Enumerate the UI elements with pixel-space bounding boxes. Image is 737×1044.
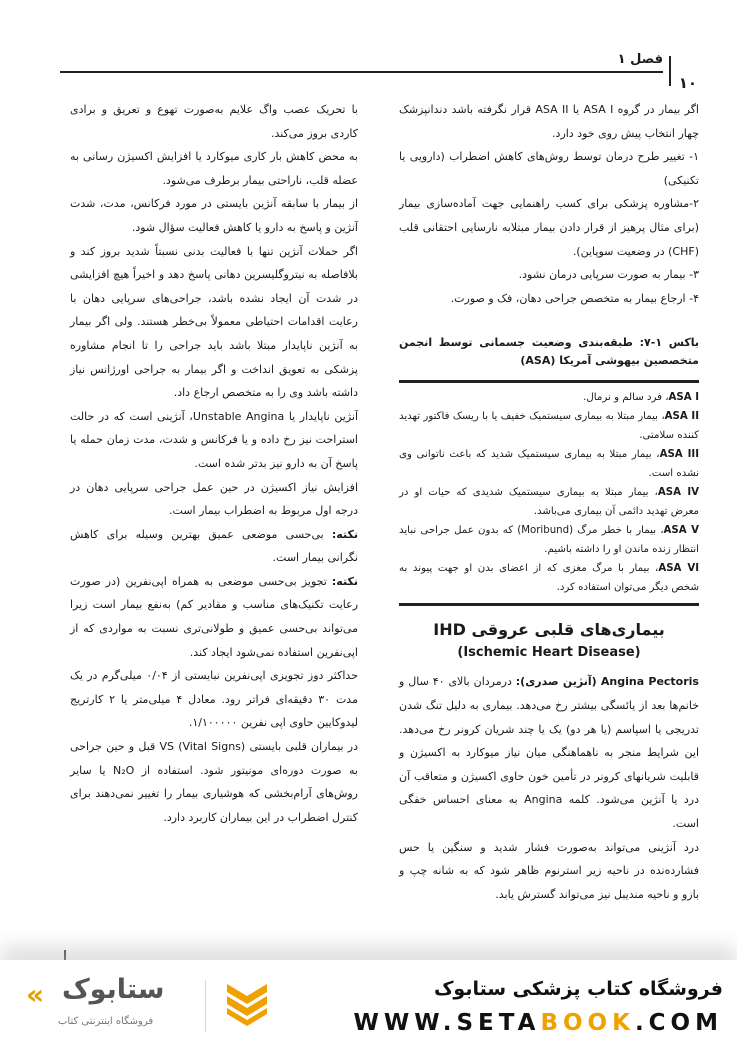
option-item: ۲-مشاوره پزشکی برای کسب راهنمایی جهت آماده‌سازی بیمار (برای مثال پرهیز از قرار دادن بیمار مبتلابه نارسایی احتقانی قلب (CHF) در وضعیت سوپاین).: [399, 197, 699, 258]
section-subtitle: (Ischemic Heart Disease): [457, 645, 641, 661]
box-item-tag: ASA V: [663, 525, 699, 537]
url-part: WWW.SETA: [353, 1010, 541, 1036]
section-title: بیماری‌های قلبی عروقی IHD: [433, 620, 665, 640]
paragraph: اگر حملات آنژین تنها با فعالیت بدنی نسبتاً شدید بروز کند و بلافاصله به نیتروگلیسرین دهانی پاسخ دهد و اخیراً هیچ افزایشی در شدت آن ایجاد نشده باشد، جراحی‌های سرپایی دهان با رعایت اقدامات احتیاطی معمولاً بی‌خطر هستند. ولی اگر بیمار به آنژین ناپایدار مبتلا باشد باید جراحی را تا انجام مشاوره پزشکی به تعویق انداخت و اگر بیمار به جراحی اورژانس نیاز داشته باشد وی را به متخصص ارجاع داد.: [70, 244, 358, 400]
shop-name: فروشگاه کتاب پزشکی ستابوک: [433, 978, 723, 1000]
paragraph: [399, 670, 699, 835]
chapter-label: فصل ۱: [617, 52, 663, 67]
paragraph: آنژین ناپایدار یا Unstable Angina، آنژینی است که در حالت استراحت نیز رخ داده و یا فرکانس و شدت، مدت زمان حمله یا پاسخ آن به دارو نیز بدتر شده است.: [70, 409, 359, 470]
column-end-rule: [64, 950, 66, 960]
box-item-text: ، بیمار با خطر مرگ (Moribund) که بدون عمل جراحی نباید انتظار زنده ماندن او را داشته باشیم.: [399, 525, 699, 556]
box-item-text: ، بیمار مبتلا به بیماری سیستمیک خفیف یا با ریسک فاکتور تهدید کننده سلامتی.: [399, 411, 699, 442]
page-number: ۱۰: [678, 74, 697, 92]
left-column: [70, 98, 358, 829]
paragraph: به محض کاهش بار کاری میوکارد یا افزایش اکسیژن رسانی به عضله قلب، ناراحتی بیمار برطرف می‌شود.: [70, 150, 358, 187]
paragraph: با تحریک عصب واگ علایم به‌صورت تهوع و تعریق و برادی کاردی بروز می‌کند.: [70, 103, 358, 140]
shop-url[interactable]: [354, 1010, 723, 1036]
logo-divider: [205, 980, 206, 1032]
footer-banner[interactable]: [0, 960, 737, 1044]
header-vertical-rule: [669, 56, 671, 86]
box-item-tag: ASA III: [659, 449, 699, 461]
url-part: .COM: [634, 1010, 723, 1036]
option-item: ۴- ارجاع بیمار به متخصص جراحی دهان، فک و صورت.: [450, 291, 699, 305]
paragraph-text: درمردان بالای ۴۰ سال و خانم‌ها بعد از یائسگی بیشتر رخ می‌دهد. بیماری به دلیل تنگ شدن تدریجی یا اسپاسم (یا هر دو) یک یا چند شریان کرونر رخ می‌دهد. این شرایط منجر به ناهماهنگی میان نیاز میوکارد به اکسیژن و قابلیت شریانهای کرونر در تأمین خون حاوی اکسیژن و متعاقب آن درد یا آنژین می‌شود. کلمه Angina به معنای احساس خفگی است.: [399, 675, 699, 830]
note-label: نکته:: [331, 527, 358, 541]
box-item: [399, 559, 699, 597]
page-header: [60, 52, 697, 92]
header-rule: [60, 71, 663, 73]
note-text: تجویز بی‌حسی موضعی به همراه اپی‌نفرین (در صورت رعایت تکنیک‌های مناسب و مقادیر کم) به‌نفع بیمار است زیرا می‌تواند بی‌حسی عمیق و طولانی‌تری نسبت به مواردی که از اپی‌نفرین استفاده نمی‌شود ایجاد کند.: [70, 574, 358, 659]
note-label: نکته:: [331, 574, 358, 588]
box-item: [399, 407, 699, 445]
box-item-tag: ASA IV: [657, 487, 699, 499]
note-text: بی‌حسی موضعی عمیق بهترین وسیله برای کاهش نگرانی بیمار است.: [70, 527, 358, 565]
paragraph: درد آنژینی می‌تواند به‌صورت فشار شدید و سنگین یا حس فشارده‌نده در ناحیه زیر استرنوم ظاهر شود که به شانه چپ و بازو و ناحیه مندیبل نیز می‌تواند گسترش یابد.: [399, 840, 699, 901]
box-item-text: ، بیمار با مرگ مغزی که از اعضای بدن او جهت پیوند به شخص دیگر می‌توان استفاده کرد.: [399, 563, 699, 594]
box-item: [399, 388, 699, 407]
box-item-text: ، بیمار مبتلا به بیماری سیستمیک شدیدی که حیات او در معرض تهدید دائمی آن بیماری می‌باشد.: [399, 487, 699, 518]
box-item-tag: ASA II: [664, 411, 700, 423]
box-item-text: ، بیمار مبتلا به بیماری سیستمیک شدید که باعث ناتوانی وی نشده است.: [399, 449, 699, 480]
box-item-tag: ASA I: [668, 392, 699, 404]
angina-label: Angina Pectoris (آنژین صدری):: [515, 675, 699, 689]
logo-text: ستابوک: [62, 974, 165, 1005]
logo-caption: فروشگاه اینترنتی کتاب: [58, 1016, 154, 1027]
note: [70, 523, 358, 570]
box-item-tag: ASA VI: [658, 563, 699, 575]
box-item-text: ، فرد سالم و نرمال.: [583, 392, 669, 404]
option-item: ۳- بیمار به صورت سرپایی درمان نشود.: [518, 268, 699, 282]
paragraph: حداکثر دوز تجویزی اپی‌نفرین نبایستی از ۰/۰۴ میلی‌گرم در یک مدت ۳۰ دقیقه‌ای فراتر رود. معادل ۴ میلی‌متر یا ۲ کارتریج لیدوکایین حاوی اپی نفرین ۱/۱۰۰۰۰۰.: [70, 669, 358, 730]
option-item: ۱- تغییر طرح درمان توسط روش‌های کاهش اضطراب (دارویی یا تکنیکی): [399, 150, 699, 187]
box-item: [399, 483, 699, 521]
box-item: [399, 445, 699, 483]
asa-classification-box: [399, 380, 699, 606]
box-item: [399, 521, 699, 559]
paragraph: در بیماران قلبی بایستی VS (Vital Signs) قبل و حین جراحی به صورت دوره‌ای مونیتور شود. استفاده از N₂O یا سایر روش‌های آرام‌بخشی که هوشیاری بیمار را تغییر نمی‌دهند برای کنترل اضطراب در این بیماران کاربرد دارد.: [70, 740, 359, 824]
right-column: [399, 98, 699, 906]
paragraph: افزایش نیاز اکسیژن در حین عمل جراحی سرپایی دهان در درجه اول مربوط به اضطراب بیمار است.: [70, 480, 358, 518]
box-title: باکس ۱-۷: طبقه‌بندی وضعیت جسمانی توسط انجمن متخصصین بیهوشی آمریکا (ASA): [399, 336, 699, 368]
url-accent: BOOK: [540, 1010, 635, 1036]
note: [70, 570, 358, 664]
paragraph: از بیمار با سابقه آنژین بایستی در مورد فرکانس، مدت، شدت آنژین و پاسخ به دارو یا کاهش فعالیت سؤال شود.: [70, 197, 358, 234]
logo-arrow-icon: «: [26, 978, 45, 1011]
paragraph: اگر بیمار در گروه ASA I یا ASA II قرار نگرفته باشد دندانپزشک چهار انتخاب پیش روی خود دارد.: [399, 103, 699, 140]
book-stack-icon: [224, 978, 270, 1026]
